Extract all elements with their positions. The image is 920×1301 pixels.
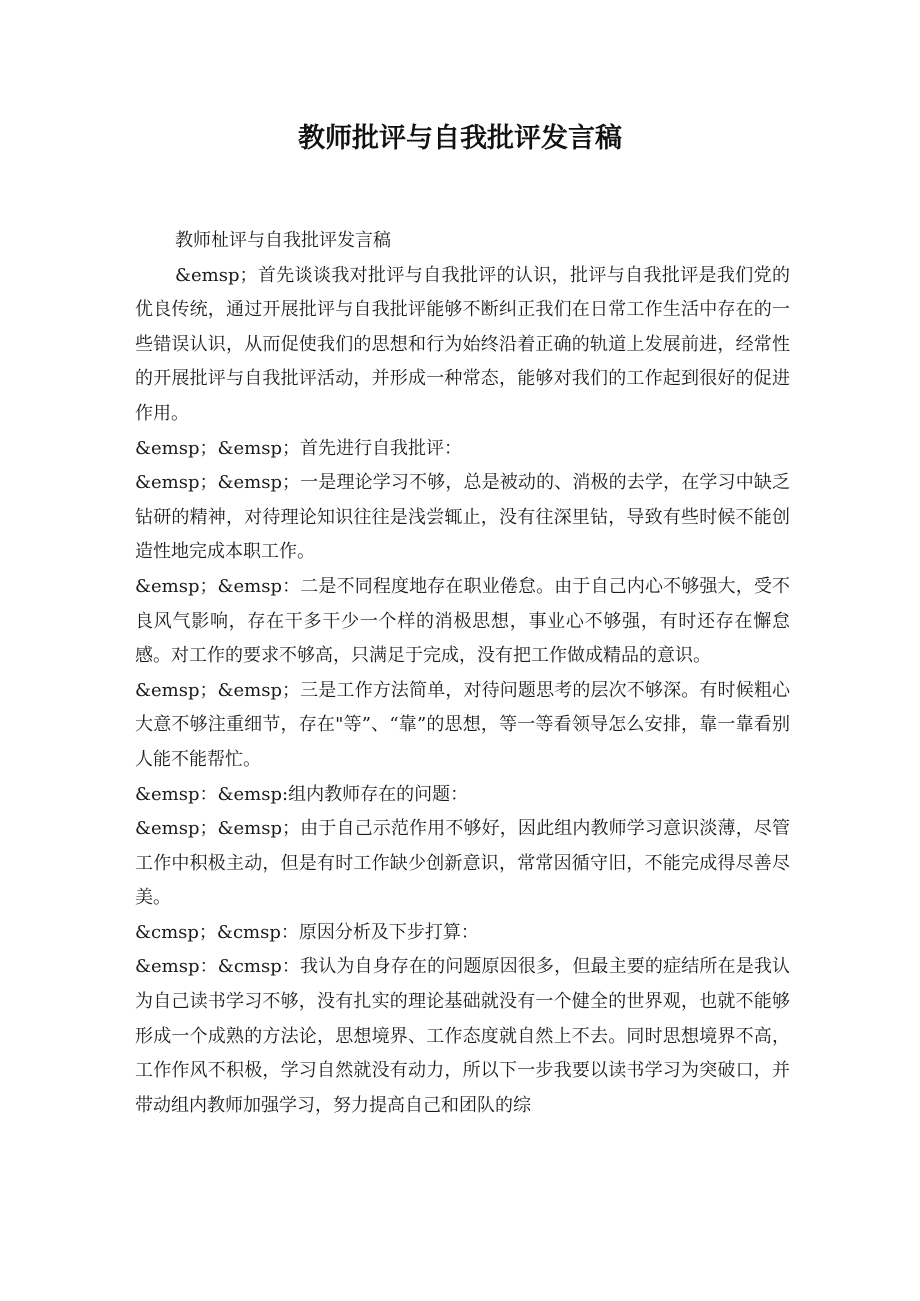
document-body — [135, 224, 790, 1123]
document-title: 教师批评与自我批评发言稿 — [298, 123, 622, 154]
paragraph-analysis-heading: &cmsp；&cmsp：原因分析及下步打算： — [135, 921, 479, 943]
paragraph-analysis: &emsp：&cmsp：我认为自身存在的问题原因很多，但最主要的症结所在是我认为自己读书学习不够，没有扎实的理论基础就没有一个健全的世界观，也就不能够形成一个成熟的方法论，思想境界、工作态度就自然上不去。同时思想境界不高，工作作风不积极，学习自然就没有动力，所以下一步我要以读书学习为突破口，并带动组内教师加强学习，努力提高自己和团队的综 — [135, 956, 790, 1116]
paragraph-point-two: &emsp；&emsp：二是不同程度地存在职业倦怠。由于自己内心不够强大，受不良风气影响，存在干多干少一个样的消极思想，事业心不够强，有时还存在懈怠感。对工作的要求不够高，只满足于完成，没有把工作做成精品的意识。 — [135, 575, 790, 667]
paragraph-group-problems: &emsp；&emsp；由于自己示范作用不够好，因此组内教师学习意识淡薄，尽管工作中积极主动，但是有时工作缺少创新意识，常常因循守旧，不能完成得尽善尽美。 — [135, 818, 790, 909]
paragraph-point-one: &emsp；&emsp；一是理论学习不够，总是被动的、消极的去学，在学习中缺乏钻研的精神，对待理论知识往往是浅尝辄止，没有往深里钻，导致有些时候不能创造性地完成本职工作。 — [135, 472, 790, 563]
paragraph-point-three: &emsp；&emsp；三是工作方法简单，对待问题思考的层次不够深。有时候粗心大意不够注重细节，存在"等”、“靠”的思想，等一等看领导怎么安排，靠一靠看别人能不能帮忙。 — [135, 679, 790, 770]
paragraph-intro: &emsp；首先谈谈我对批评与自我批评的认识，批评与自我批评是我们党的优良传统，通过开展批评与自我批评能够不断纠正我们在日常工作生活中存在的一些错误认识，从而促使我们的思想和行为始终沿着正确的轨道上发展前进，经常性的开展批评与自我批评活动，并形成一种常态，能够对我们的工作起到很好的促进作用。 — [135, 264, 790, 424]
paragraph-self-criticism-heading: &emsp；&emsp；首先进行自我批评： — [135, 437, 463, 459]
paragraph-subtitle: 教师杫评与自我批评发言稿 — [175, 230, 391, 251]
paragraph-group-problems-heading: &emsp：&emsp:组内教师存在的问题： — [135, 783, 469, 805]
